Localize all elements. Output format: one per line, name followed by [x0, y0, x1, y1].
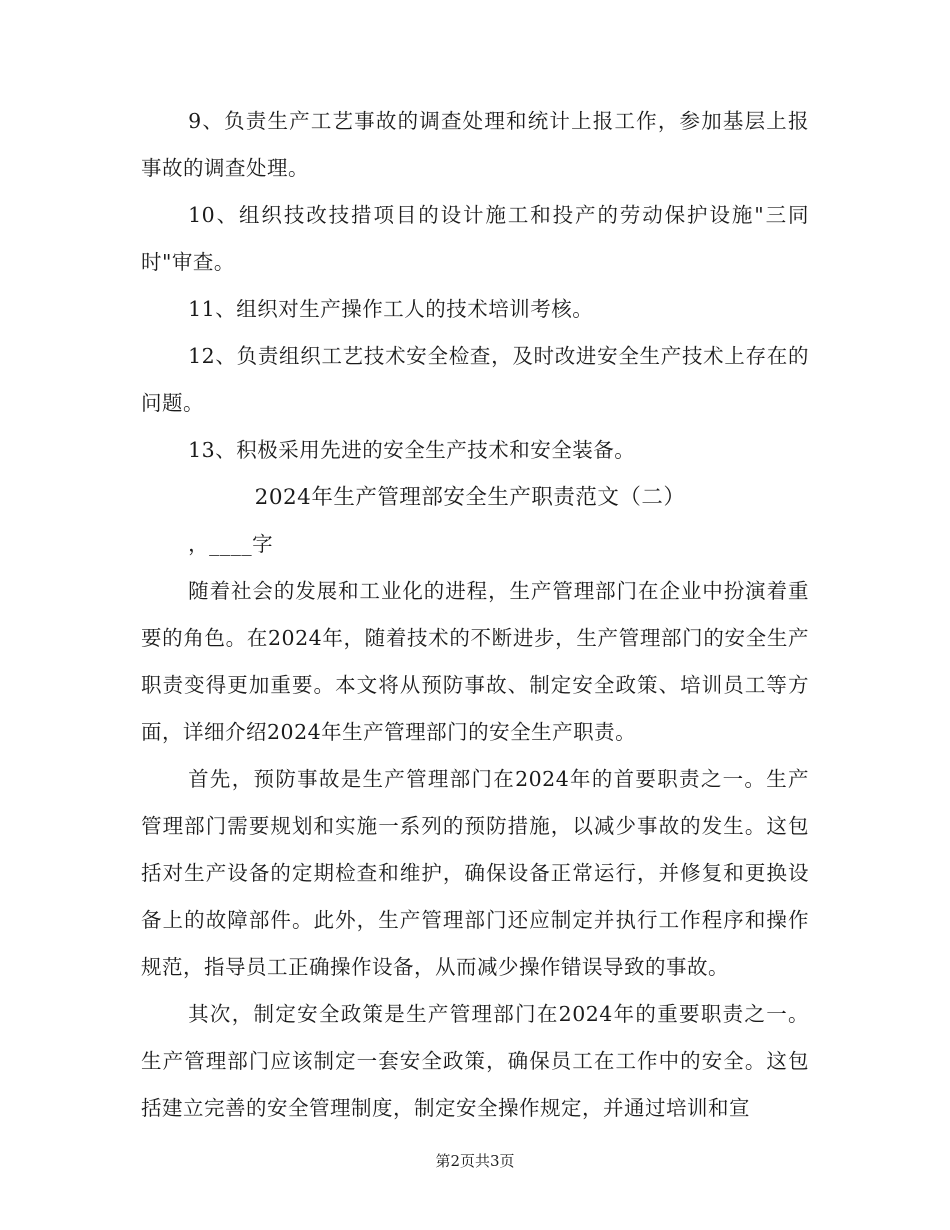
- paragraph: 随着社会的发展和工业化的进程，生产管理部门在企业中扮演着重要的角色。在2024年，随着技术的不断进步，生产管理部门的安全生产职责变得更加重要。本文将从预防事故、制定安全政策、培训员工等方面，详细介绍2024年生产管理部门的安全生产职责。: [141, 579, 809, 744]
- word-count-line: ，____字: [188, 532, 274, 556]
- list-item: 11、组织对生产操作工人的技术培训考核。: [188, 297, 594, 321]
- page-number-footer: 第2页共3页: [435, 1152, 515, 1170]
- paragraph: 其次，制定安全政策是生产管理部门在2024年的重要职责之一。生产管理部门应该制定一套安全政策，确保员工在工作中的安全。这包括建立完善的安全管理制度，制定安全操作规定，并通过培训和宣: [141, 1002, 809, 1120]
- paragraph: 首先，预防事故是生产管理部门在2024年的首要职责之一。生产管理部门需要规划和实施一系列的预防措施，以减少事故的发生。这包括对生产设备的定期检查和维护，确保设备正常运行，并修复和更换设备上的故障部件。此外，生产管理部门还应制定并执行工作程序和操作规范，指导员工正确操作设备，从而减少操作错误导致的事故。: [141, 767, 809, 979]
- section-title: 2024年生产管理部安全生产职责范文（二）: [254, 485, 686, 510]
- list-item: 13、积极采用先进的安全生产技术和安全装备。: [188, 438, 636, 462]
- document-body: [141, 98, 809, 1132]
- list-item: 10、组织技改技措项目的设计施工和投产的劳动保护设施"三同时"审查。: [141, 203, 809, 274]
- list-item: 9、负责生产工艺事故的调查处理和统计上报工作，参加基层上报事故的调查处理。: [141, 109, 809, 180]
- list-item: 12、负责组织工艺技术安全检查，及时改进安全生产技术上存在的问题。: [141, 344, 809, 415]
